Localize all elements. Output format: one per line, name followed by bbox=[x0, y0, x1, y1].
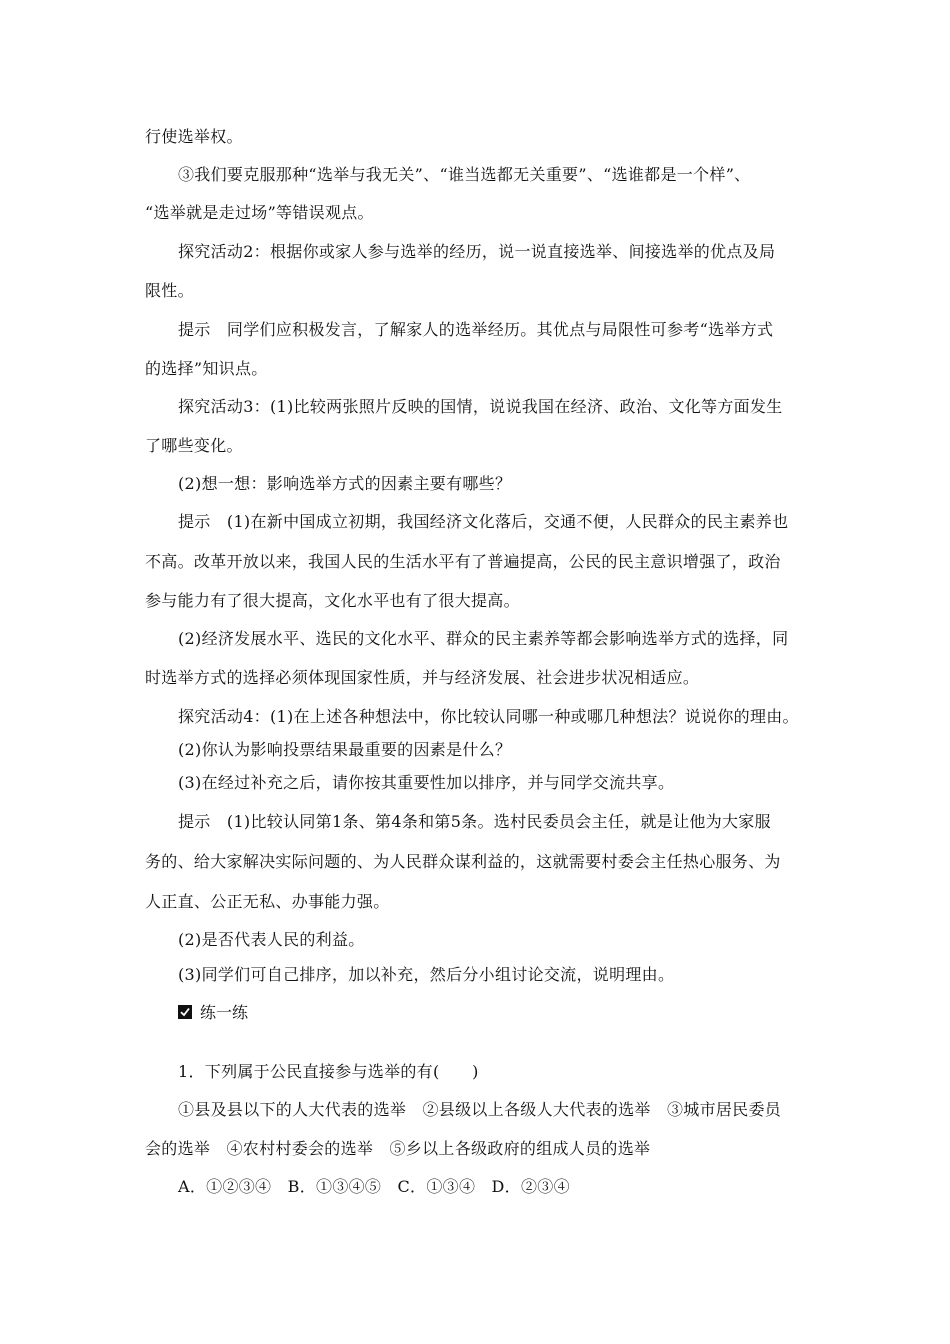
paragraph-line: 探究活动4：(1)在上述各种想法中，你比较认同哪一种或哪几种想法？说说你的理由。 bbox=[178, 707, 799, 726]
paragraph-line: (2)是否代表人民的利益。 bbox=[178, 930, 365, 949]
paragraph-line: 探究活动2：根据你或家人参与选举的经历，说一说直接选举、间接选举的优点及局 bbox=[178, 242, 776, 261]
paragraph-line: 参与能力有了很大提高，文化水平也有了很大提高。 bbox=[145, 591, 520, 610]
question-options-line: ①县及县以下的人大代表的选举 ②县级以上各级人大代表的选举 ③城市居民委员 bbox=[178, 1100, 782, 1119]
paragraph-line: 时选举方式的选择必须体现国家性质，并与经济发展、社会进步状况相适应。 bbox=[145, 668, 700, 687]
paragraph-line: (3)在经过补充之后，请你按其重要性加以排序，并与同学交流共享。 bbox=[178, 773, 675, 792]
paragraph-line: 探究活动3：(1)比较两张照片反映的国情，说说我国在经济、政治、文化等方面发生 bbox=[178, 397, 783, 416]
question-choices: A．①②③④ B．①③④⑤ C．①③④ D．②③④ bbox=[178, 1177, 570, 1196]
paragraph-line: (3)同学们可自己排序，加以补充，然后分小组讨论交流，说明理由。 bbox=[178, 965, 675, 984]
question-stem: 1．下列属于公民直接参与选举的有( ) bbox=[178, 1062, 479, 1081]
paragraph-line: (2)你认为影响投票结果最重要的因素是什么？ bbox=[178, 740, 512, 759]
practice-label: 练一练 bbox=[200, 1002, 249, 1022]
paragraph-line: 了哪些变化。 bbox=[145, 436, 243, 455]
paragraph-line: 务的、给大家解决实际问题的、为人民群众谋利益的，这就需要村委会主任热心服务、为 bbox=[145, 852, 781, 871]
paragraph-line: 人正直、公正无私、办事能力强。 bbox=[145, 892, 390, 911]
paragraph-line: 提示 (1)在新中国成立初期，我国经济文化落后，交通不便，人民群众的民主素养也 bbox=[178, 512, 789, 531]
paragraph-line: ③我们要克服那种“选举与我无关”、“谁当选都无关重要”、“选谁都是一个样”、 bbox=[178, 165, 751, 184]
practice-heading bbox=[178, 1000, 248, 1022]
paragraph-line: 限性。 bbox=[145, 281, 194, 300]
paragraph-line: 行使选举权。 bbox=[145, 127, 243, 146]
paragraph-line: 提示 同学们应积极发言，了解家人的选举经历。其优点与局限性可参考“选举方式 bbox=[178, 320, 774, 339]
checkbox-checked-icon bbox=[178, 1004, 192, 1018]
paragraph-line: (2)想一想：影响选举方式的因素主要有哪些？ bbox=[178, 474, 512, 493]
paragraph-line: “选举就是走过场”等错误观点。 bbox=[145, 203, 374, 222]
paragraph-line: 不高。改革开放以来，我国人民的生活水平有了普遍提高，公民的民主意识增强了，政治 bbox=[145, 552, 781, 571]
paragraph-line: 提示 (1)比较认同第1条、第4条和第5条。选村民委员会主任，就是让他为大家服 bbox=[178, 812, 771, 831]
paragraph-line: (2)经济发展水平、选民的文化水平、群众的民主素养等都会影响选举方式的选择，同 bbox=[178, 629, 789, 648]
paragraph-line: 的选择”知识点。 bbox=[145, 359, 268, 378]
question-options-line: 会的选举 ④农村村委会的选举 ⑤乡以上各级政府的组成人员的选举 bbox=[145, 1139, 651, 1158]
